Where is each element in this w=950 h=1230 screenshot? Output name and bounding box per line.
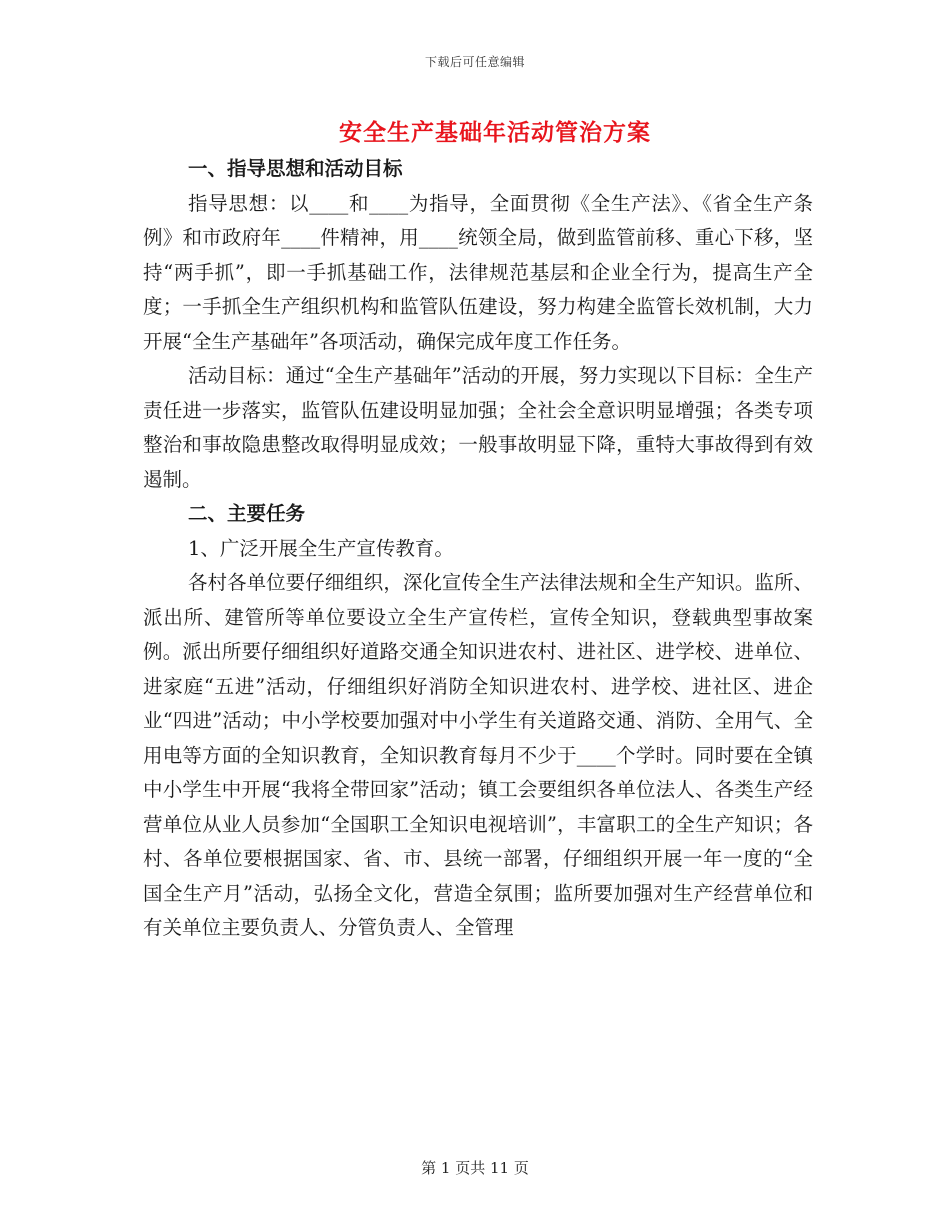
document-body <box>143 152 813 946</box>
page-number: 第 1 页共 11 页 <box>421 1159 529 1177</box>
paragraph-guiding-ideology: 指导思想：以____和____为指导，全面贯彻《全生产法》、《省全生产条例》和市政府年____件精神，用____统领全局，做到监管前移、重心下移，坚持“两手抓”，即一手抓基础工作，法律规范基层和企业全行为，提高生产全度；一手抓全生产组织机构和监管队伍建设，努力构建全监管长效机制，大力开展“全生产基础年”各项活动，确保完成年度工作任务。 <box>143 191 813 353</box>
document-title: 安全生产基础年活动管治方案 <box>339 119 651 146</box>
paragraph-task-1: 各村各单位要仔细组织，深化宣传全生产法律法规和全生产知识。监所、派出所、建管所等单位要设立全生产宣传栏，宣传全知识，登载典型事故案例。派出所要仔细组织好道路交通全知识进农村、进社区、进学校、进单位、进家庭“五进”活动，仔细组织好消防全知识进农村、进学校、进社区、进企业“四进”活动；中小学校要加强对中小学生有关道路交通、消防、全用气、全用电等方面的全知识教育，全知识教育每月不少于____个学时。同时要在全镇中小学生中开展“我将全带回家”活动；镇工会要组织各单位法人、各类生产经营单位从业人员参加“全国职工全知识电视培训”，丰富职工的全生产知识；各村、各单位要根据国家、省、市、县统一部署，仔细组织开展一年一度的“全国全生产月”活动，弘扬全文化，营造全氛围；监所要加强对生产经营单位和有关单位主要负责人、分管负责人、全管理 <box>143 571 813 939</box>
section-heading-1: 一、指导思想和活动目标 <box>188 157 403 180</box>
section-heading-2: 二、主要任务 <box>188 502 306 525</box>
subheading-task-1: 1、广泛开展全生产宣传教育。 <box>188 536 454 560</box>
header-note: 下载后可任意编辑 <box>424 55 525 69</box>
paragraph-activity-goals: 活动目标：通过“全生产基础年”活动的开展，努力实现以下目标：全生产责任进一步落实，监管队伍建设明显加强；全社会全意识明显增强；各类专项整治和事故隐患整改取得明显成效；一般事故明显下降，重特大事故得到有效遏制。 <box>143 364 813 491</box>
